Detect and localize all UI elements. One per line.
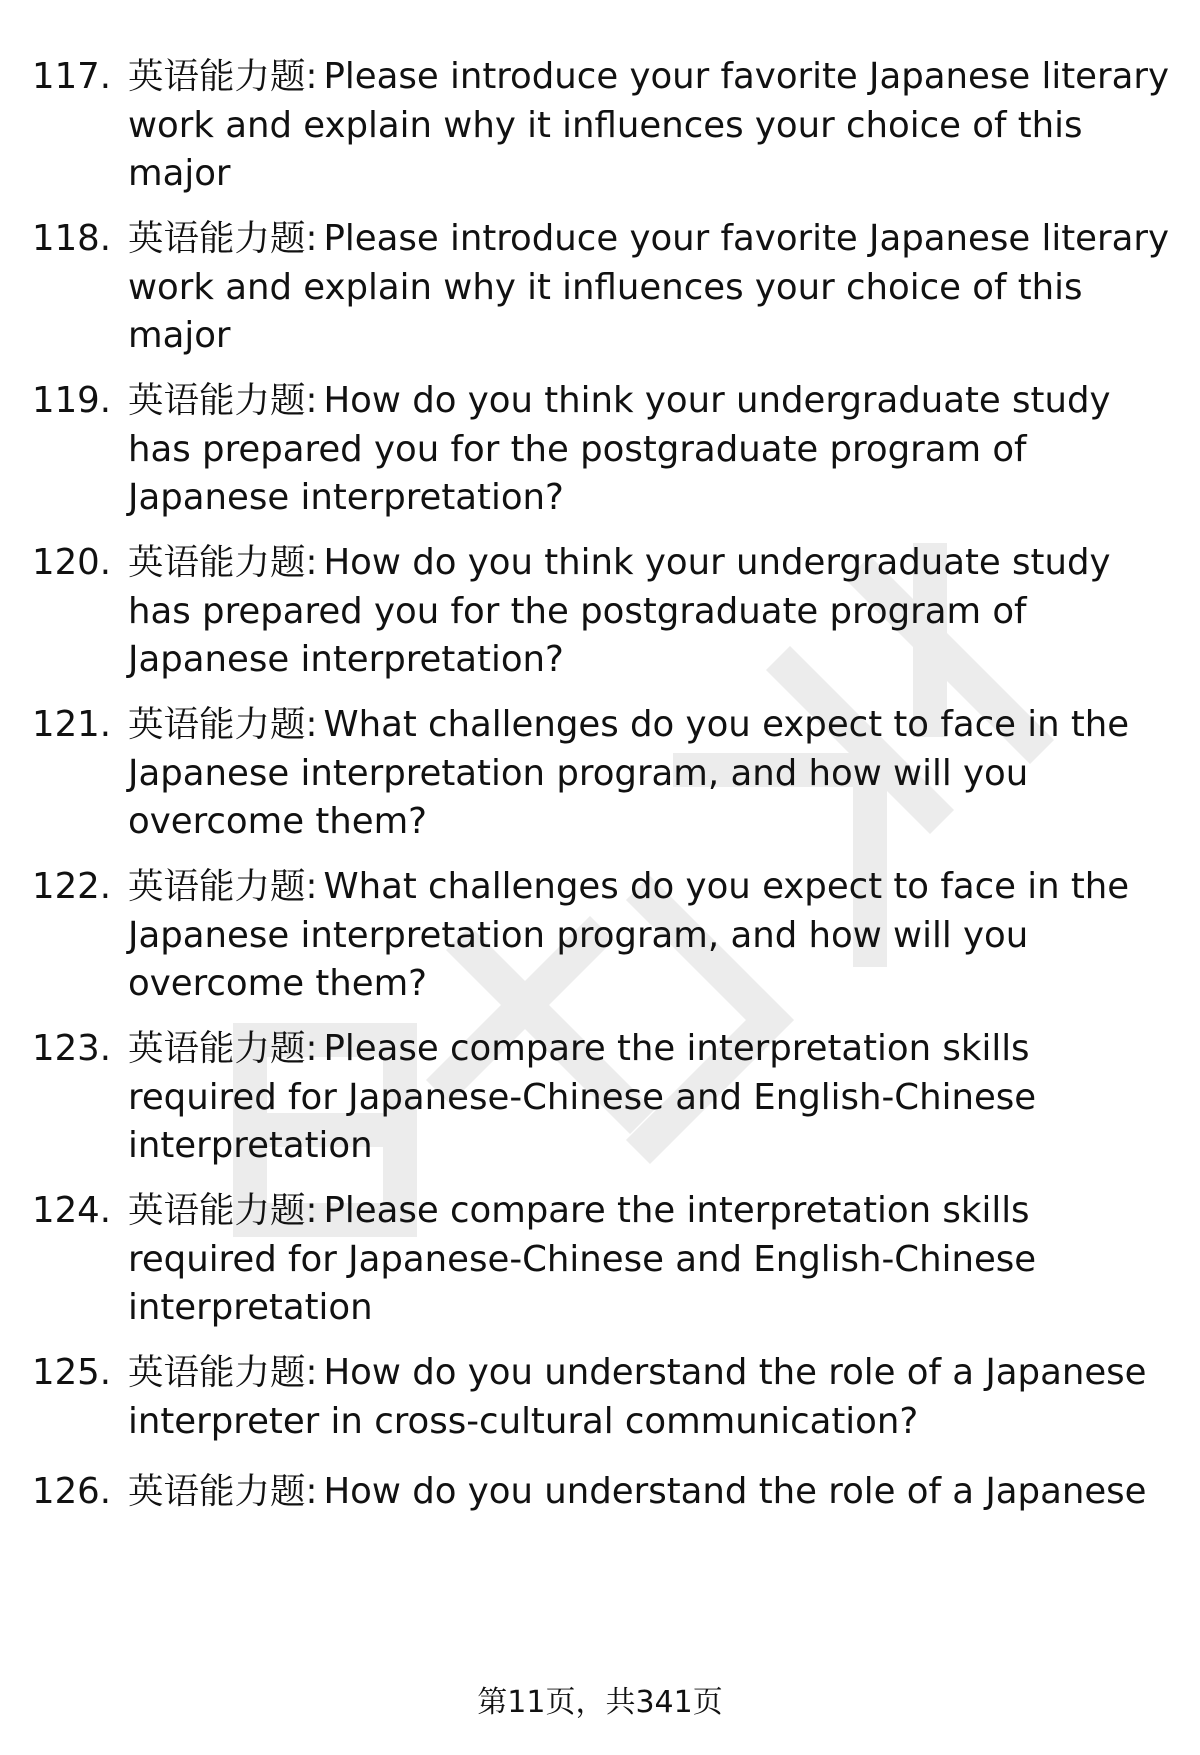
question-line	[128, 539, 1178, 588]
question-tag: 英语能力题:	[128, 542, 318, 583]
question-text	[128, 215, 1178, 361]
question-line: work and explain why it influences your choice of this	[128, 266, 1083, 308]
question-line-text: Please introduce your favorite Japanese literary	[323, 218, 1169, 259]
question-line: has prepared you for the postgraduate program of	[128, 428, 1027, 470]
question-line	[128, 701, 1178, 750]
question-tag: 英语能力题:	[128, 1471, 318, 1512]
question-line: major	[128, 153, 231, 194]
question-line: interpretation	[128, 1287, 373, 1328]
question-number: 124.	[32, 1190, 112, 1231]
question-number: 119.	[32, 380, 112, 421]
question-line-text: How do you think your undergraduate study	[323, 380, 1111, 421]
question-number: 118.	[32, 218, 112, 259]
question-line	[128, 215, 1178, 264]
question-line-text: Please compare the interpretation skills	[323, 1028, 1030, 1069]
question-tag: 英语能力题:	[128, 704, 318, 745]
question-line-text: What challenges do you expect to face in the	[323, 704, 1130, 745]
question-text	[128, 1025, 1178, 1171]
question-line	[128, 377, 1178, 426]
question-line: required for Japanese-Chinese and English-Chinese	[128, 1238, 1037, 1280]
question-text	[128, 1468, 1178, 1517]
question-line: Japanese interpretation?	[128, 477, 564, 518]
question-line: overcome them?	[128, 963, 428, 1004]
question-line: interpretation	[128, 1125, 373, 1166]
question-text	[128, 53, 1178, 199]
question-line: Japanese interpretation program, and how will you	[128, 914, 1029, 956]
page-indicator: 第11页，共341页	[477, 1685, 723, 1720]
question-tag: 英语能力题:	[128, 1190, 318, 1231]
question-text	[128, 1349, 1178, 1446]
question-line: interpreter in cross-cultural communication?	[128, 1400, 919, 1442]
question-line-text: How do you think your undergraduate study	[323, 542, 1111, 583]
question-number: 122.	[32, 866, 112, 907]
question-text	[128, 377, 1178, 523]
question-text	[128, 863, 1178, 1009]
question-number: 120.	[32, 542, 112, 583]
question-text	[128, 1187, 1178, 1333]
question-line: Japanese interpretation program, and how will you	[128, 752, 1029, 794]
question-line-text: How do you understand the role of a Japanese	[323, 1471, 1147, 1512]
question-tag: 英语能力题:	[128, 866, 318, 907]
question-line: work and explain why it influences your choice of this	[128, 104, 1083, 146]
question-line: required for Japanese-Chinese and English-Chinese	[128, 1076, 1037, 1118]
question-number: 121.	[32, 704, 112, 745]
question-number: 125.	[32, 1352, 112, 1393]
question-tag: 英语能力题:	[128, 56, 318, 97]
question-line-text: How do you understand the role of a Japanese	[323, 1352, 1147, 1393]
question-text	[128, 701, 1178, 847]
question-line	[128, 1349, 1178, 1398]
question-line	[128, 1468, 1178, 1517]
question-line-text: Please introduce your favorite Japanese literary	[323, 56, 1169, 97]
question-line: major	[128, 315, 231, 356]
question-line-text: What challenges do you expect to face in the	[323, 866, 1130, 907]
question-tag: 英语能力题:	[128, 1028, 318, 1069]
question-line	[128, 53, 1178, 102]
question-line	[128, 1187, 1178, 1236]
question-line	[128, 1025, 1178, 1074]
question-number: 117.	[32, 56, 112, 97]
question-tag: 英语能力题:	[128, 380, 318, 421]
question-text	[128, 539, 1178, 685]
question-line-text: Please compare the interpretation skills	[323, 1190, 1030, 1231]
question-tag: 英语能力题:	[128, 218, 318, 259]
question-line: Japanese interpretation?	[128, 639, 564, 680]
question-number: 123.	[32, 1028, 112, 1069]
question-line: overcome them?	[128, 801, 428, 842]
question-number: 126.	[32, 1471, 112, 1512]
question-tag: 英语能力题:	[128, 1352, 318, 1393]
question-line: has prepared you for the postgraduate program of	[128, 590, 1027, 632]
question-line	[128, 863, 1178, 912]
